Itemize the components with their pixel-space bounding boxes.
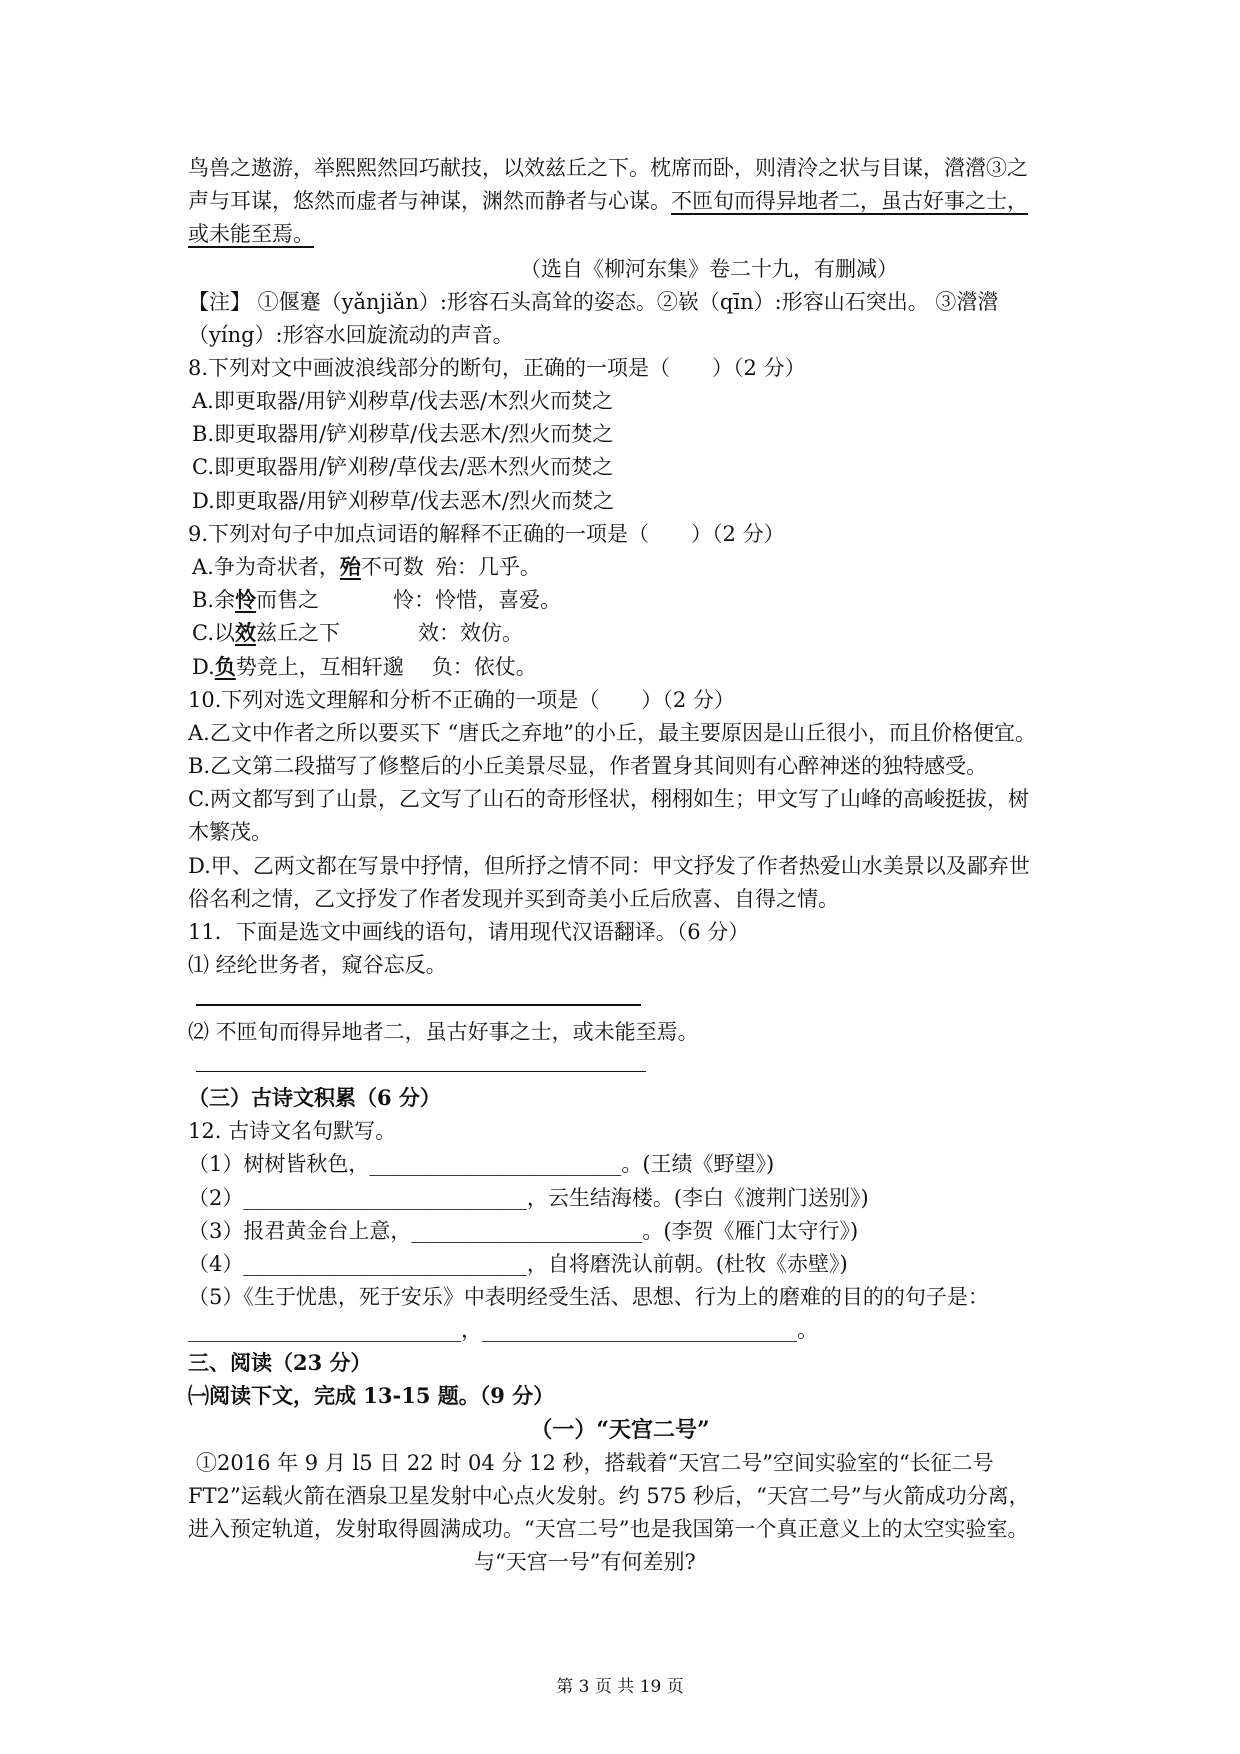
q10-option-c-line-1: C.两文都写到了山景，乙文写了山石的奇形怪状，栩栩如生；甲文写了山峰的高峻挺拔，树 xyxy=(188,787,1029,811)
reading-heading: 三、阅读（23 分） xyxy=(188,1350,372,1375)
q9-b-post: 而售之 xyxy=(256,588,320,612)
q9-option-a xyxy=(192,552,541,582)
passage-source: （选自《柳河东集》卷二十九，有删减） xyxy=(520,257,898,281)
article-paragraph-line-1: ①2016 年 9 月 l5 日 22 时 04 分 12 秒，搭载着“天宫二号”空间实验室的“长征二号 xyxy=(196,1451,994,1475)
q9-c-gloss: 效：效仿。 xyxy=(418,621,523,645)
q9-b-pre: B.余 xyxy=(192,588,236,612)
q10-option-c-line-2: 木繁茂。 xyxy=(188,820,272,844)
q8-option-b: B.即更取器用/铲刈秽草/伐去恶木/烈火而焚之 xyxy=(192,422,614,446)
q12-line-1: （1）树树皆秋色，________________________。(王绩《野望》) xyxy=(188,1152,775,1176)
q9-a-post: 不可数 xyxy=(360,555,424,579)
q9-b-gloss: 怜：怜惜，喜爱。 xyxy=(393,588,562,612)
q12-line-4: （4）___________________________，自将磨洗认前朝。(杜牧《赤壁》) xyxy=(188,1252,848,1276)
article-paragraph-line-2: FT2”运载火箭在酒泉卫星发射中心点火发射。约 575 秒后，“天宫二号”与火箭成功分离， xyxy=(188,1484,1030,1508)
q9-a-pre: A.争为奇状者， xyxy=(192,555,340,579)
q9-c-key: 效 xyxy=(235,620,256,645)
passage-line-2-plain: 声与耳谋，悠然而虚者与神谋，渊然而静者与心谋。 xyxy=(188,189,671,213)
q12-stem: 12. 古诗文名句默写。 xyxy=(188,1119,397,1143)
q9-d-post: 势竞上，互相轩邈 xyxy=(235,655,404,679)
q10-stem: 10.下列对选文理解和分析不正确的一项是（ ）（2 分） xyxy=(188,688,735,712)
q9-c-pre: C.以 xyxy=(192,621,235,645)
q11-sentence-1: ⑴ 经纶世务者，窥谷忘反。 xyxy=(188,953,447,977)
q9-a-gloss: 殆：几乎。 xyxy=(435,555,541,579)
q8-option-a: A.即更取器/用铲刈秽草/伐去恶/木烈火而焚之 xyxy=(192,389,614,413)
q11-stem: 11．下面是选文中画线的语句，请用现代汉语翻译。（6 分） xyxy=(188,920,750,944)
note-line-1: 【注】 ①偃蹇（yǎnjiǎn）:形容石头高耸的姿态。②嵚（qīn）:形容山石突出。 ③瀯瀯 xyxy=(188,290,999,314)
q9-b-key: 怜 xyxy=(235,587,257,612)
q12-line-6: __________________________，______________________________。 xyxy=(188,1318,818,1342)
q9-option-c xyxy=(192,618,523,648)
passage-line-3 xyxy=(188,219,314,249)
article-title: （一）“天宫二号” xyxy=(530,1417,710,1443)
answer-line-1[interactable] xyxy=(196,1004,641,1006)
q9-option-d xyxy=(192,652,537,682)
q8-stem: 8.下列对文中画波浪线部分的断句，正确的一项是（ ）（2 分） xyxy=(188,356,806,380)
page-number: 第 3 页 共 19 页 xyxy=(556,1677,684,1697)
q9-d-gloss: 负：依仗。 xyxy=(431,655,537,679)
q10-option-a: A.乙文中作者之所以要买下 “唐氏之弃地”的小丘，最主要原因是山丘很小，而且价格便宜。 xyxy=(188,721,1036,745)
q10-option-d-line-1: D.甲、乙两文都在写景中抒情，但所抒之情不同：甲文抒发了作者热爱山水美景以及鄙弃世 xyxy=(188,854,1030,878)
q9-option-b xyxy=(192,585,561,615)
q8-option-d: D.即更取器/用铲刈秽草/伐去恶木/烈火而焚之 xyxy=(192,489,614,513)
passage-line-1: 鸟兽之遨游，举熙熙然回巧献技，以效兹丘之下。枕席而卧，则清泠之状与目谋，瀯瀯③之 xyxy=(188,156,1028,180)
passage-underlined-sentence: 不匝旬而得异地者二，虽古好事之士， xyxy=(671,189,1028,213)
q9-c-post: 兹丘之下 xyxy=(256,621,340,645)
q9-d-key: 负 xyxy=(214,654,236,679)
passage-line-2 xyxy=(188,186,1028,216)
article-paragraph-line-3: 进入预定轨道，发射取得圆满成功。“天宫二号”也是我国第一个真正意义上的太空实验室。 xyxy=(188,1517,1029,1541)
section3-heading: （三）古诗文积累（6 分） xyxy=(188,1085,441,1110)
q12-line-2: （2）___________________________，云生结海楼。(李白《渡荆门送别》) xyxy=(188,1186,869,1210)
reading-subheading: ㈠阅读下文，完成 13-15 题。（9 分） xyxy=(188,1383,555,1408)
article-paragraph-line-4: 与“天宫一号”有何差别? xyxy=(474,1550,696,1574)
answer-line-2[interactable] xyxy=(196,1071,646,1072)
q12-line-3: （3）报君黄金台上意，______________________。(李贺《雁门太守行》) xyxy=(188,1219,859,1243)
q11-sentence-2: ⑵ 不匝旬而得异地者二，虽古好事之士，或未能至焉。 xyxy=(188,1020,699,1044)
q10-option-d-line-2: 俗名利之情，乙文抒发了作者发现并买到奇美小丘后欣喜、自得之情。 xyxy=(188,887,839,911)
q9-a-key: 殆 xyxy=(339,554,361,579)
q12-line-5: （5）《生于忧患，死于安乐》中表明经受生活、思想、行为上的磨难的目的的句子是： xyxy=(188,1285,989,1309)
q10-option-b: B.乙文第二段描写了修整后的小丘美景尽显，作者置身其间则有心醉神迷的独特感受。 xyxy=(188,754,988,778)
q9-d-pre: D. xyxy=(192,655,215,679)
q9-stem: 9.下列对句子中加点词语的解释不正确的一项是（ ）（2 分） xyxy=(188,522,785,546)
note-line-2: （yíng）:形容水回旋流动的声音。 xyxy=(188,323,514,347)
passage-underlined-sentence-end: 或未能至焉。 xyxy=(188,222,314,246)
q8-option-c: C.即更取器用/铲刈秽/草伐去/恶木烈火而焚之 xyxy=(192,455,614,479)
